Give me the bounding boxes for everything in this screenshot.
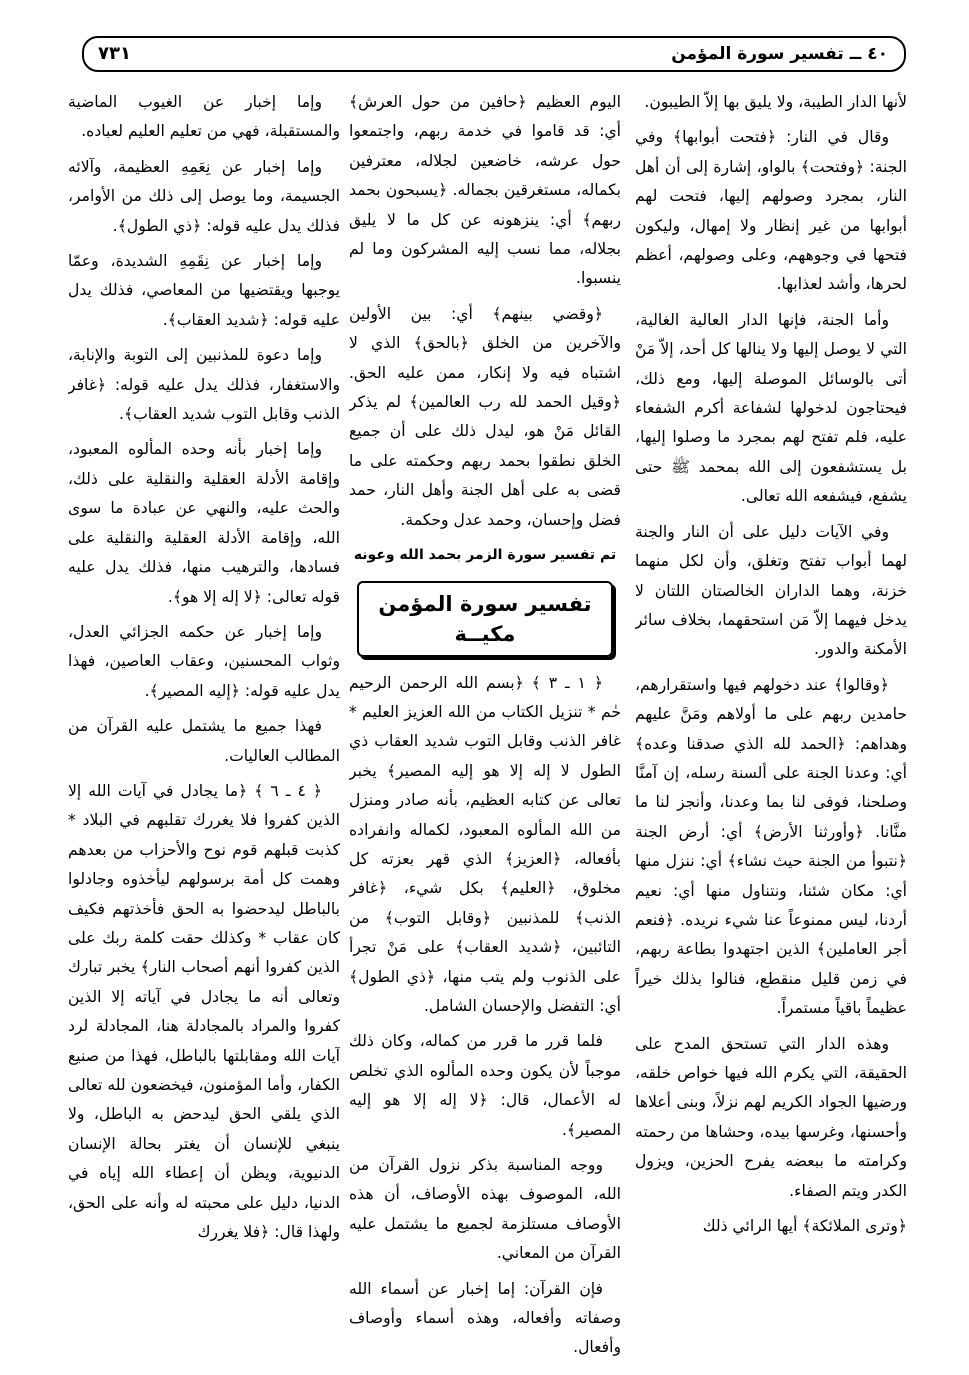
sura-title-box	[357, 581, 613, 657]
paragraph: فإن القرآن: إما إخبار عن أسماء الله وصفاته وأفعاله، وهذه أسماء وأوصاف وأفعال.	[349, 1279, 621, 1357]
paragraph: ﴿وترى الملائكة﴾ أيها الرائي ذلك	[702, 1217, 907, 1236]
paragraph: وأما الجنة، فإنها الدار العالية الغالية، التي لا يوصل إليها ولا ينالها كل أحد، إلاّ مَنْ أتى بالوسائل الموصلة إليها، ومع ذلك، فيحتاجون لدخولها لشفاعة أكرم الشفعاء عليه، فلم تفتح لهم بمجرد ما وصلوا إليها، بل يستشفعون إلى الله بمحمد ﷺ حتى يشفع، فيشفعه الله تعالى.	[635, 310, 907, 506]
paragraph: فلما قرر ما قرر من كماله، وكان ذلك موجباً لأن يكون وحده المألوه الذي تخلص له الأعمال، قال: ﴿لا إله إلا هو إليه المصير﴾.	[349, 1032, 621, 1139]
sura-title: تفسير سورة المؤمن	[378, 591, 592, 616]
paragraph: وإما إخبار عن نِعَمِهِ العظيمة، وآلائه الجسيمة، وما يوصل إلى ذلك من الأوامر، فذلك يدل عليه قوله: ﴿ذي الطول﴾.	[68, 157, 340, 235]
column-middle-top	[349, 88, 621, 535]
page-header	[82, 36, 906, 72]
sura-end-note: تم تفسير سورة الزمر بحمد الله وعونه	[353, 547, 617, 564]
paragraph: فهذا جميع ما يشتمل عليه القرآن من المطالب العاليات.	[68, 717, 340, 765]
page-number: ٧٣١	[98, 43, 131, 64]
chapter-title: ٤٠ ــ تفسير سورة المؤمن	[671, 44, 888, 64]
paragraph: اليوم العظيم ﴿حافين من حول العرش﴾ أي: قد قاموا في خدمة ربهم، واجتمعوا حول عرشه، خاضعين لجلاله، معترفين بكماله، مستغرقين بجماله. ﴿يسبحون بحمد ربهم﴾ أي: ينزهونه عن كل ما لا يليق بجلاله، مما نسب إليه المشركون وما لم ينسبوا.	[349, 93, 621, 288]
paragraph: ﴿ ١ ـ ٣ ﴾ ﴿بسم الله الرحمن الرحيم حٰم * تنزيل الكتاب من الله العزيز العليم * غافر الذنب وقابل التوب شديد العقاب ذي الطول لا إله إلا هو إليه المصير﴾ يخبر تعالى عن كتابه العظيم، بأنه صادر ومنزل من الله المألوه المعبود، لكماله وانفراده بأفعاله، ﴿العزيز﴾ الذي قهر بعزته كل مخلوق، ﴿العليم﴾ بكل شيء، ﴿غافر الذنب﴾ للمذنبين ﴿وقابل التوب﴾ من التائبين، ﴿شديد العقاب﴾ على مَنْ تجرأ على الذنوب ولم يتب منها، ﴿ذي الطول﴾ أي: التفضل والإحسان الشامل.	[349, 673, 621, 1015]
paragraph: وإما إخبار عن نِقَمِهِ الشديدة، وعمّا يوجبها ويقتضيها من المعاصي، فذلك يدل عليه قوله: ﴿شديد العقاب﴾.	[68, 252, 340, 329]
column-left	[68, 88, 340, 1368]
paragraph: وإما إخبار عن الغيوب الماضية والمستقبلة، فهي من تعليم العليم لعباده.	[68, 93, 340, 141]
column-right	[635, 88, 907, 1368]
paragraph: وفي الآيات دليل على أن النار والجنة لهما أبواب تفتح وتغلق، وأن لكل منهما خزنة، وهما الداران الخالصتان اللتان لا يدخل فيهما إلاّ مَن استحقهما، بخلاف سائر الأمكنة والدور.	[635, 522, 907, 659]
paragraph: ﴿وقضي بينهم﴾ أي: بين الأولين والآخرين من الخلق ﴿بالحق﴾ الذي لا اشتباه فيه ولا إنكار، ممن عليه الحق. ﴿وقيل الحمد لله رب العالمين﴾ لم يذكر القائل مَنْ هو، ليدل ذلك على أن جميع الخلق نطقوا بحمد ربهم وحكمته على ما قضى به على أهل الجنة وأهل النار، حمد فضل وإحسان، وحمد عدل وحكمة.	[349, 304, 621, 529]
sura-type: مكيــة	[454, 621, 516, 646]
paragraph: ووجه المناسبة بذكر نزول القرآن من الله، الموصوف بهذه الأوصاف، أن هذه الأوصاف مستلزمة لجميع ما يشتمل عليه القرآن من المعاني.	[349, 1156, 621, 1263]
paragraph: وإما إخبار عن حكمه الجزائي العدل، وثواب المحسنين، وعقاب العاصين، فهذا يدل عليه قوله: ﴿إليه المصير﴾.	[68, 622, 340, 700]
paragraph: وإما إخبار بأنه وحده المألوه المعبود، وإقامة الأدلة العقلية والنقلية على ذلك، والحث عليه، والنهي عن عبادة ما سوى الله، وإقامة الأدلة العقلية والنقلية على فسادها، والترهيب منها، فذلك يدل عليه قوله تعالى: ﴿لا إله إلا هو﴾.	[68, 440, 340, 606]
paragraph: وإما دعوة للمذنبين إلى التوبة والإنابة، والاستغفار، فذلك يدل عليه قوله: ﴿غافر الذنب وقابل التوب شديد العقاب﴾.	[68, 346, 340, 424]
paragraph: وهذه الدار التي تستحق المدح على الحقيقة، التي يكرم الله فيها خواص خلقه، ورضيها الجواد الكريم لهم نزلاً، وبنى أعلاها وأحسنها، وغرسها بيده، وحشاها من رحمته وكرامته ما ببعضه يفرح الحزين، ويزول الكدر ويتم الصفاء.	[635, 1034, 907, 1200]
paragraph: ﴿وقالوا﴾ عند دخولهم فيها واستقرارهم، حامدين ربهم على ما أولاهم ومَنَّ عليهم وهداهم: ﴿الحمد لله الذي صدقنا وعده﴾ أي: وعدنا الجنة على ألسنة رسله، إن آمنَّا وصلحنا، فوفى لنا بما وعدنا، وأنجز لنا ما منَّانا. ﴿وأورثنا الأرض﴾ أي: أرض الجنة ﴿نتبوأ من الجنة حيث نشاء﴾ أي: ننزل منها أي: مكان شئنا، ونتناول منها أي: نعيم أردنا، ليس ممنوعاً عنا شيء نريده. ﴿فنعم أجر العاملين﴾ الذين اجتهدوا بطاعة ربهم، في زمن قليل منقطع، فنالوا بذلك خيراً عظيماً باقياً مستمراً.	[635, 675, 907, 1018]
column-middle	[349, 88, 621, 1368]
column-middle-bottom	[349, 669, 621, 1363]
paragraph: لأنها الدار الطيبة، ولا يليق بها إلاّ الطيبون.	[644, 93, 907, 111]
paragraph: وقال في النار: ﴿فتحت أبوابها﴾ وفي الجنة: ﴿وفتحت﴾ بالواو، إشارة إلى أن أهل النار، بمجرد وصولهم إليها، فتحت لهم أبوابها من غير إنظار ولا إمهال، وليكون فتحها في وجوههم، وعلى وصولهم، أعظم لحرها، وأشد لعذابها.	[635, 128, 907, 294]
paragraph: ﴿ ٤ ـ ٦ ﴾ ﴿ما يجادل في آيات الله إلا الذين كفروا فلا يغررك تقلبهم في البلاد * كذبت قبلهم قوم نوح والأحزاب من بعدهم وهمت كل أمة برسولهم ليأخذوه وجادلوا بالباطل ليدحضوا به الحق فأخذتهم فكيف كان عقاب * وكذلك حقت كلمة ربك على الذين كفروا أنهم أصحاب النار﴾ يخبر تبارك وتعالى أنه ما يجادل في آياته إلا الذين كفروا والمراد بالمجادلة هنا، المجادلة لرد آيات الله ومقابلتها بالباطل، فهذا من صنيع الكفار، وأما المؤمنون، فيخضعون لله تعالى الذي يلقي الحق ليدحض به الباطل، ولا ينبغي للإنسان أن يغتر بحالة الإنسان الدنيوية، ويظن أن إعطاء الله إياه في الدنيا، دليل على محبته له وأنه على الحق، ولهذا قال: ﴿فلا يغررك	[68, 781, 340, 1242]
